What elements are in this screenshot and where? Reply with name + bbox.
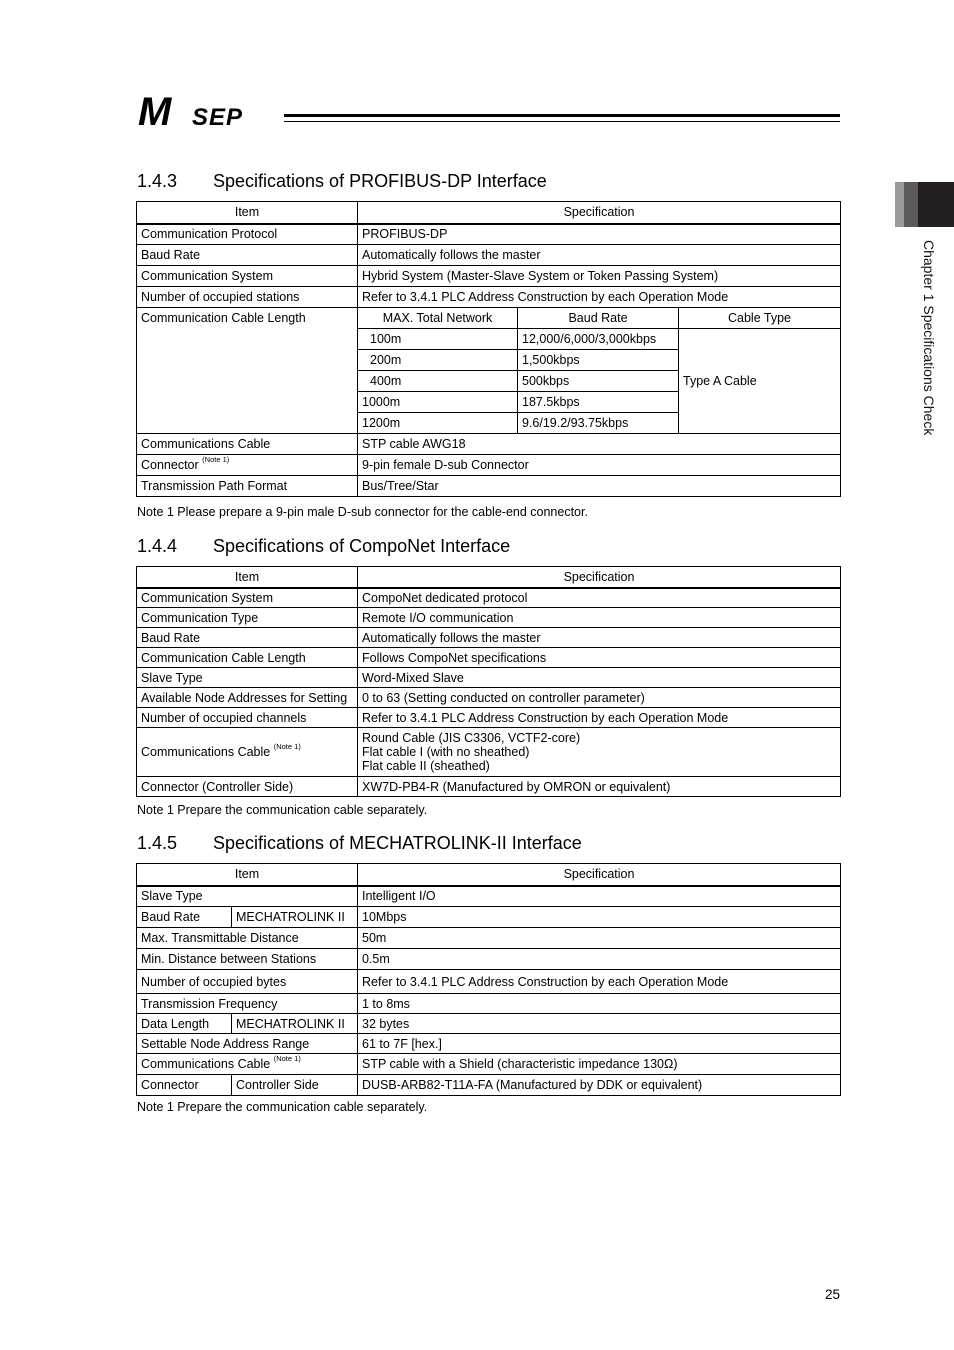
componet-spec-table bbox=[136, 566, 841, 797]
spec-cell: 9-pin female D-sub Connector bbox=[358, 455, 841, 476]
spec-cell: 10Mbps bbox=[358, 907, 841, 928]
section-number: 1.4.5 bbox=[137, 833, 178, 853]
spec-cell: CompoNet dedicated protocol bbox=[358, 588, 841, 608]
spec-cell: Automatically follows the master bbox=[358, 628, 841, 648]
item-cell: Settable Node Address Range bbox=[137, 1034, 358, 1054]
chapter-tab-light bbox=[895, 182, 904, 227]
msep-logo bbox=[138, 94, 278, 130]
item-cell: Baud Rate bbox=[137, 628, 358, 648]
spec-cell: Bus/Tree/Star bbox=[358, 476, 841, 497]
cable-type-cell: Type A Cable bbox=[679, 329, 841, 434]
col-item-header: Item bbox=[137, 864, 358, 886]
item-label: Communications Cable bbox=[141, 1057, 271, 1071]
spec-cell: Follows CompoNet specifications bbox=[358, 648, 841, 668]
col-item-header: Item bbox=[137, 567, 358, 588]
spec-cell: 0.5m bbox=[358, 949, 841, 970]
subheader-network: MAX. Total Network bbox=[358, 308, 518, 329]
mechatrolink-spec-table bbox=[136, 863, 841, 1096]
page-number: 25 bbox=[824, 1287, 840, 1302]
section-heading-143 bbox=[137, 170, 547, 192]
item-cell: Communications Cable bbox=[137, 434, 358, 455]
spec-cell: 0 to 63 (Setting conducted on controller parameter) bbox=[358, 688, 841, 708]
section-heading-144 bbox=[137, 535, 510, 557]
network-length-cell: 1200m bbox=[358, 413, 518, 434]
chapter-tab-label: Chapter 1 Specifications Check bbox=[921, 240, 937, 436]
section-title: Specifications of CompoNet Interface bbox=[213, 536, 511, 556]
spec-cell bbox=[358, 728, 841, 777]
col-spec-header: Specification bbox=[358, 202, 841, 224]
item-cell: Data Length bbox=[137, 1014, 232, 1034]
spec-cell: Refer to 3.4.1 PLC Address Construction by each Operation Mode bbox=[358, 970, 841, 994]
spec-cell: STP cable AWG18 bbox=[358, 434, 841, 455]
spec-cell: Word-Mixed Slave bbox=[358, 668, 841, 688]
baud-rate-cell: 500kbps bbox=[518, 371, 679, 392]
item-cell: Communication System bbox=[137, 266, 358, 287]
item-cell: Connector (Controller Side) bbox=[137, 777, 358, 797]
item-cell: Transmission Path Format bbox=[137, 476, 358, 497]
network-length-cell: 100m bbox=[358, 329, 518, 350]
spec-cell: STP cable with a Shield (characteristic impedance 130Ω) bbox=[358, 1054, 841, 1075]
item-cell: Communication Type bbox=[137, 608, 358, 628]
section-title: Specifications of PROFIBUS-DP Interface bbox=[213, 171, 547, 191]
item-cell: Communication Cable Length bbox=[137, 648, 358, 668]
item-cell: Baud Rate bbox=[137, 245, 358, 266]
spec-cell: Remote I/O communication bbox=[358, 608, 841, 628]
sub-item-cell: Controller Side bbox=[232, 1075, 358, 1096]
spec-cell: 61 to 7F [hex.] bbox=[358, 1034, 841, 1054]
item-cell: Communication Protocol bbox=[137, 224, 358, 245]
spec-line: Flat cable II (sheathed) bbox=[362, 759, 490, 773]
spec-cell: Refer to 3.4.1 PLC Address Construction by each Operation Mode bbox=[358, 708, 841, 728]
note-reference: (Note 1) bbox=[273, 1054, 301, 1063]
item-cell bbox=[137, 728, 358, 777]
note-reference: (Note 1) bbox=[202, 455, 230, 464]
spec-cell: Automatically follows the master bbox=[358, 245, 841, 266]
chapter-tab-dark bbox=[918, 182, 954, 227]
sub-item-cell: MECHATROLINK II bbox=[232, 907, 358, 928]
item-cell: Number of occupied stations bbox=[137, 287, 358, 308]
spec-cell: DUSB-ARB82-T11A-FA (Manufactured by DDK or equivalent) bbox=[358, 1075, 841, 1096]
col-spec-header: Specification bbox=[358, 567, 841, 588]
footnote: Note 1 Prepare the communication cable separately. bbox=[137, 1100, 428, 1114]
section-number: 1.4.3 bbox=[137, 171, 178, 191]
baud-rate-cell: 1,500kbps bbox=[518, 350, 679, 371]
item-cell: Number of occupied channels bbox=[137, 708, 358, 728]
item-cell: Communication Cable Length bbox=[137, 308, 358, 434]
chapter-tab-mid bbox=[904, 182, 918, 227]
subheader-cable-type: Cable Type bbox=[679, 308, 841, 329]
spec-cell: Intelligent I/O bbox=[358, 886, 841, 907]
item-cell: Communication System bbox=[137, 588, 358, 608]
spec-cell: 1 to 8ms bbox=[358, 994, 841, 1014]
baud-rate-cell: 187.5kbps bbox=[518, 392, 679, 413]
subheader-baud: Baud Rate bbox=[518, 308, 679, 329]
col-item-header: Item bbox=[137, 202, 358, 224]
spec-line: Round Cable (JIS C3306, VCTF2-core) bbox=[362, 731, 581, 745]
network-length-cell: 400m bbox=[358, 371, 518, 392]
item-cell: Available Node Addresses for Setting bbox=[137, 688, 358, 708]
profibus-spec-table bbox=[136, 201, 841, 497]
spec-cell: Refer to 3.4.1 PLC Address Construction by each Operation Mode bbox=[358, 287, 841, 308]
item-cell: Baud Rate bbox=[137, 907, 232, 928]
network-length-cell: 1000m bbox=[358, 392, 518, 413]
section-title: Specifications of MECHATROLINK-II Interface bbox=[213, 833, 582, 853]
header-rule-thick bbox=[284, 114, 840, 117]
note-reference: (Note 1) bbox=[273, 742, 301, 751]
section-number: 1.4.4 bbox=[137, 536, 178, 556]
item-cell: Slave Type bbox=[137, 886, 358, 907]
item-label: Communications Cable bbox=[141, 745, 271, 759]
header-rule-thin bbox=[284, 121, 840, 122]
footnote: Note 1 Prepare the communication cable separately. bbox=[137, 803, 428, 817]
item-cell: Min. Distance between Stations bbox=[137, 949, 358, 970]
item-cell: Slave Type bbox=[137, 668, 358, 688]
item-cell bbox=[137, 1054, 358, 1075]
svg-text:SEP: SEP bbox=[192, 104, 244, 130]
network-length-cell: 200m bbox=[358, 350, 518, 371]
spec-cell: 50m bbox=[358, 928, 841, 949]
item-cell: Number of occupied bytes bbox=[137, 970, 358, 994]
item-label: Connector bbox=[141, 458, 199, 472]
baud-rate-cell: 9.6/19.2/93.75kbps bbox=[518, 413, 679, 434]
item-cell: Connector bbox=[137, 1075, 232, 1096]
sub-item-cell: MECHATROLINK II bbox=[232, 1014, 358, 1034]
spec-cell: Hybrid System (Master-Slave System or Token Passing System) bbox=[358, 266, 841, 287]
section-heading-145 bbox=[137, 832, 582, 854]
spec-line: Flat cable I (with no sheathed) bbox=[362, 745, 530, 759]
footnote: Note 1 Please prepare a 9-pin male D-sub connector for the cable-end connector. bbox=[137, 505, 588, 519]
spec-cell: PROFIBUS-DP bbox=[358, 224, 841, 245]
item-cell: Max. Transmittable Distance bbox=[137, 928, 358, 949]
item-cell bbox=[137, 455, 358, 476]
spec-cell: 32 bytes bbox=[358, 1014, 841, 1034]
svg-text:M: M bbox=[138, 94, 172, 130]
spec-cell: XW7D-PB4-R (Manufactured by OMRON or equivalent) bbox=[358, 777, 841, 797]
item-cell: Transmission Frequency bbox=[137, 994, 358, 1014]
baud-rate-cell: 12,000/6,000/3,000kbps bbox=[518, 329, 679, 350]
col-spec-header: Specification bbox=[358, 864, 841, 886]
